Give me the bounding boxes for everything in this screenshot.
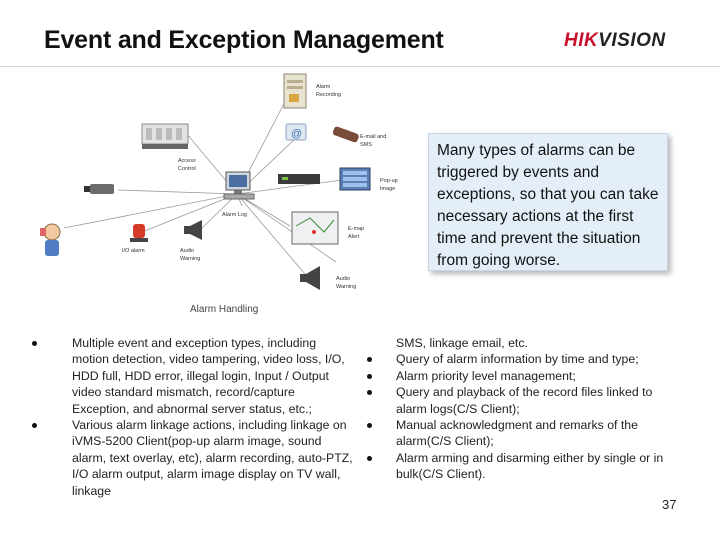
- dvr-icon: [278, 174, 320, 184]
- info-callout: Many types of alarms can be triggered by events and exceptions, so that you can take necessary actions at the first time and prevent the situation from going worse.: [428, 133, 668, 271]
- label-alarm-log: Alarm Log: [222, 212, 248, 218]
- label-io-alarm: I/O alarm: [122, 248, 145, 254]
- label-popup-image-1: Pop-up: [380, 178, 398, 184]
- right-bullet-list: [396, 335, 686, 483]
- svg-text:@: @: [291, 128, 303, 140]
- list-item: Alarm arming and disarming either by single or in bulk(C/S Client).: [396, 450, 686, 483]
- camera-icon: [84, 184, 114, 194]
- list-item-continuation: SMS, linkage email, etc.: [396, 336, 528, 350]
- label-access-control-2: Control: [178, 166, 196, 172]
- list-item: Query and playback of the record files linked to alarm logs(C/S Client);: [396, 384, 686, 417]
- workstation-icon: [224, 172, 254, 199]
- label-emap-alert-2: Alert: [348, 234, 360, 240]
- slide-title: Event and Exception Management: [44, 26, 444, 54]
- list-item: Manual acknowledgment and remarks of the alarm(C/S Client);: [396, 417, 686, 450]
- label-alarm-recording-1: Alarm: [316, 84, 331, 90]
- popup-monitor-icon: [340, 168, 370, 190]
- label-audio-warning-left-1: Audio: [180, 248, 195, 254]
- speaker-icon-right: [300, 266, 320, 290]
- label-popup-image-2: Image: [380, 186, 396, 192]
- diagram-caption: Alarm Handling: [190, 304, 259, 315]
- list-item: Multiple event and exception types, including motion detection, video tampering, video loss, I/O, HDD full, HDD error, illegal login, Input / Output video standard mismatch, record/capture Exception, and abnormal server status, etc.;: [72, 335, 354, 417]
- page-number: 37: [662, 497, 677, 512]
- server-icon: [284, 74, 306, 108]
- speaker-icon-left: [184, 220, 202, 240]
- label-emap-alert-1: E-map: [348, 226, 365, 232]
- label-alarm-recording-2: Recording: [316, 92, 342, 98]
- list-item: Query of alarm information by time and type;: [396, 351, 686, 367]
- list-item: Alarm priority level management;: [396, 368, 686, 384]
- logo-part-vision: VISION: [598, 30, 666, 51]
- label-email-sms-2: SMS: [360, 142, 372, 148]
- alarm-beacon-icon: [130, 224, 148, 242]
- label-audio-warning-right-1: Audio: [336, 276, 351, 282]
- label-audio-warning-right-2: Warning: [336, 284, 357, 290]
- label-access-control-1: Access: [178, 158, 196, 164]
- person-icon: [40, 224, 60, 256]
- label-audio-warning-left-2: Warning: [180, 256, 201, 262]
- hikvision-logo: [564, 30, 666, 52]
- label-email-sms-1: E-mail and: [360, 134, 387, 140]
- emap-screen-icon: [292, 212, 338, 244]
- left-bullet-list: [72, 335, 354, 499]
- alarm-handling-diagram: [30, 66, 430, 320]
- access-gate-icon: [142, 124, 188, 149]
- email-icon: [286, 124, 306, 140]
- logo-part-hik: HIK: [564, 30, 599, 51]
- phone-icon: [332, 126, 360, 143]
- list-item: Various alarm linkage actions, including linkage on iVMS-5200 Client(pop-up alarm image, sound alarm, text overlay, etc), alarm recording, auto-PTZ, I/O alarm output, alarm image display on TV wall, linkage: [72, 418, 353, 498]
